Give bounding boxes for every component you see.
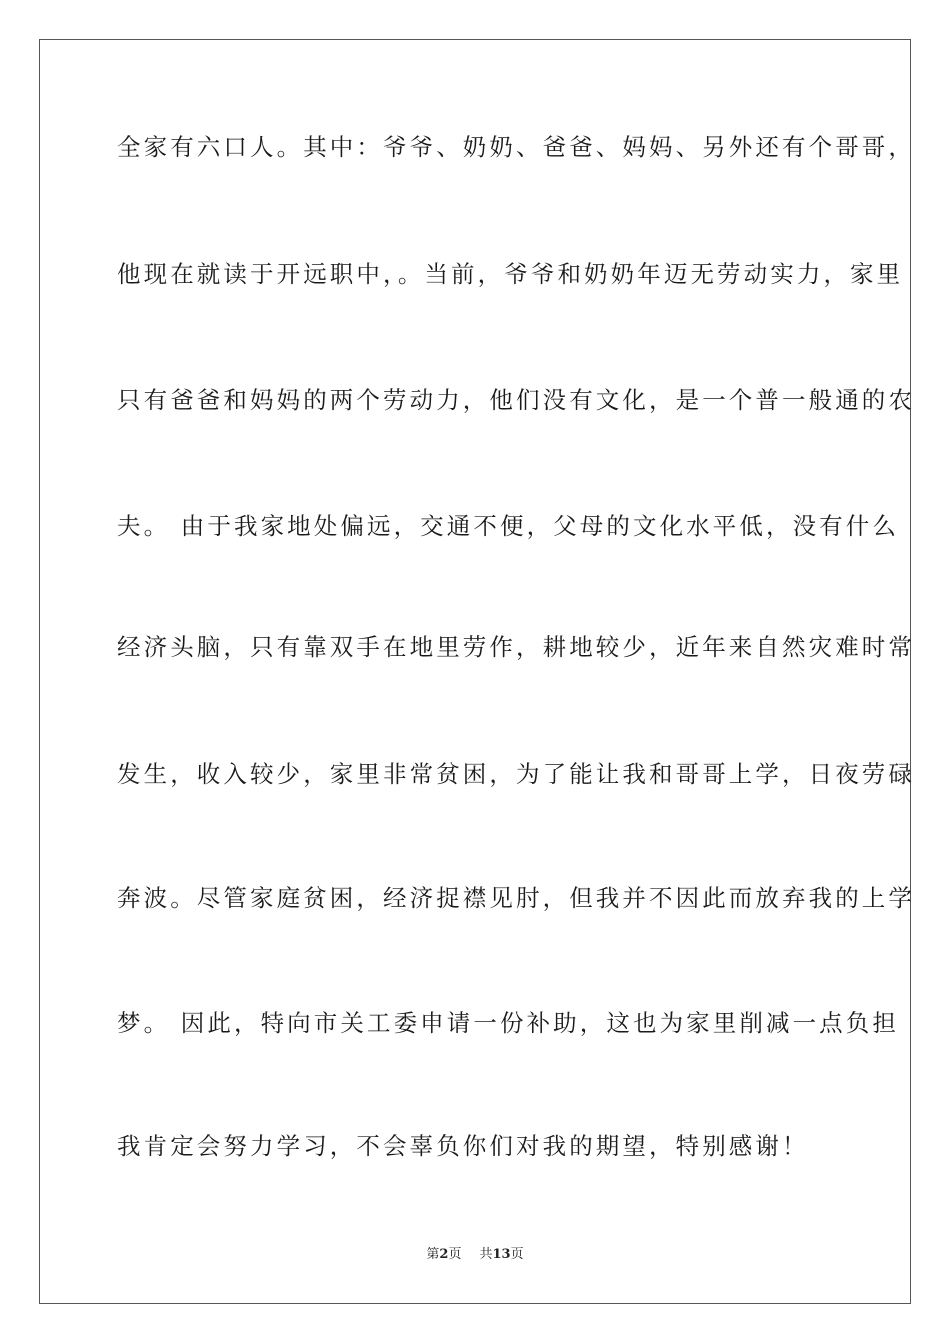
body-text-line: 经济头脑，只有靠双手在地里劳作，耕地较少，近年来自然灾难时常 [117, 633, 915, 661]
body-text-line: 夫。 由于我家地处偏远，交通不便，父母的文化水平低，没有什么 [117, 512, 899, 540]
page-suffix: 页 [448, 1247, 462, 1262]
total-suffix: 页 [510, 1247, 524, 1262]
body-text-line: 我肯定会努力学习，不会辜负你们对我的期望，特别感谢！ [117, 1132, 809, 1160]
body-text-line: 发生，收入较少，家里非常贫困，为了能让我和哥哥上学，日夜劳碌 [117, 760, 915, 788]
total-prefix: 共 [479, 1247, 493, 1262]
page-number: 2 [439, 1247, 449, 1262]
body-text-line: 梦。 因此，特向市关工委申请一份补助，这也为家里削减一点负担 [117, 1009, 899, 1037]
body-text-line: 只有爸爸和妈妈的两个劳动力，他们没有文化，是一个普一般通的农 [117, 386, 915, 414]
total-pages: 13 [492, 1247, 511, 1262]
body-text-line: 他现在就读于开远职中，。当前，爷爷和奶奶年迈无劳动实力，家里 [117, 260, 904, 288]
page-border [39, 39, 915, 1304]
page-prefix: 第 [426, 1247, 440, 1262]
body-text-line: 全家有六口人。其中：爷爷、奶奶、爸爸、妈妈、另外还有个哥哥， [117, 133, 915, 161]
body-text-line: 奔波。尽管家庭贫困，经济捉襟见肘，但我并不因此而放弃我的上学 [117, 884, 915, 912]
page-footer [0, 1246, 950, 1264]
